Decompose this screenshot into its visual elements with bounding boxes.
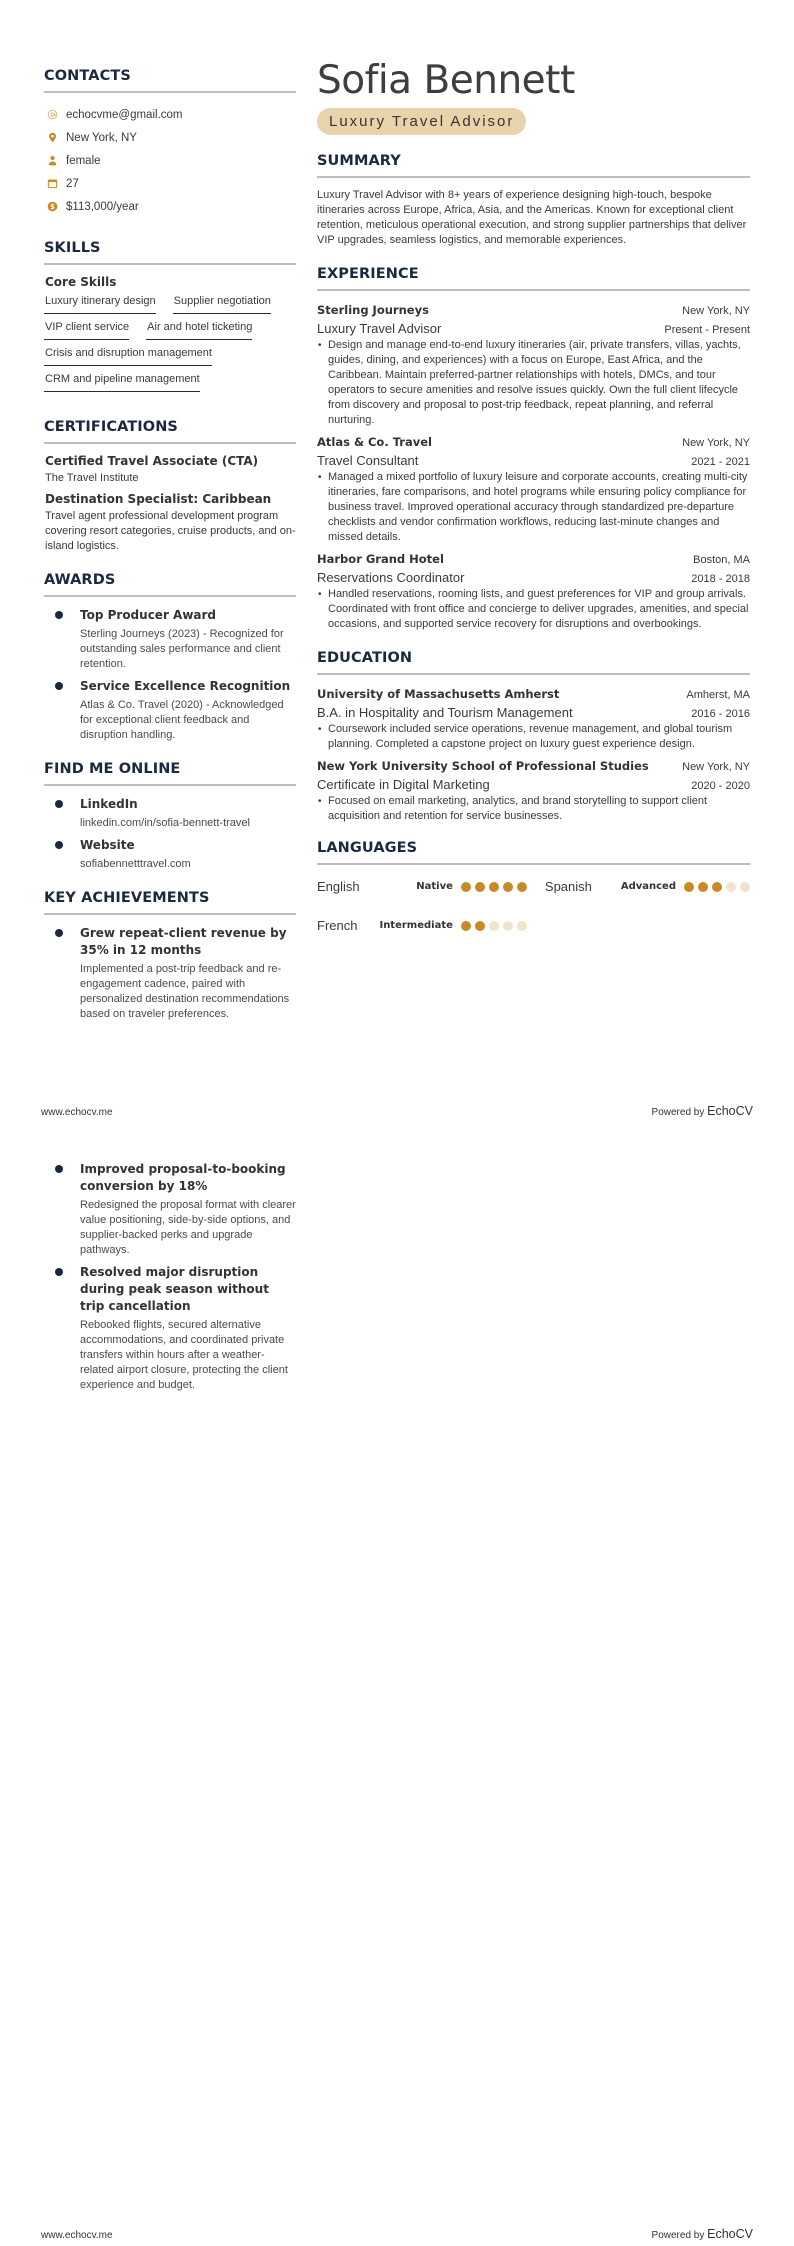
skill-tag: Luxury itinerary design — [44, 293, 156, 314]
achievement-detail: Implemented a post-trip feedback and re-engagement cadence, paired with personalized destination recommendations based on traveler preferences. — [80, 963, 290, 1020]
awards-section — [44, 572, 296, 743]
rating-dot-empty-icon — [517, 921, 527, 931]
skill-tag: Crisis and disruption management — [44, 345, 212, 366]
achievement-detail: Rebooked flights, secured alternative accommodations, and coordinated private transfers within hours after a weather-related airport closure, protecting the client experience and budget. — [80, 1319, 288, 1391]
award-name: Top Producer Award — [80, 608, 217, 622]
school-name: University of Massachusetts Amherst — [317, 687, 560, 701]
education-section — [317, 650, 750, 824]
education-dates: 2016 - 2016 — [691, 708, 750, 720]
resume-page-2 — [0, 1123, 794, 2246]
contact-gender-value: female — [66, 154, 101, 167]
contact-location-value: New York, NY — [66, 131, 137, 144]
certification-detail: The Travel Institute — [45, 472, 139, 484]
certification-detail: Travel agent professional development program covering resort categories, cruise products, and on-island logistics. — [45, 510, 296, 552]
online-item — [44, 837, 296, 872]
company-name: Harbor Grand Hotel — [317, 552, 444, 566]
online-label: Website — [80, 838, 135, 852]
bullet-dot-icon — [55, 1268, 63, 1276]
contact-email — [44, 103, 296, 126]
contacts-section — [44, 68, 296, 218]
section-title-awards: AWARDS — [44, 572, 296, 597]
job-location: New York, NY — [682, 437, 750, 449]
rating-dot-filled-icon — [475, 921, 485, 931]
job-description: • Handled reservations, rooming lists, and guest preferences for VIP and group arrivals. Coordinated with front office and concierge to deliver upgrades, amenities, and special occasions, and supported service recovery for disruptions and overbookings. — [317, 587, 750, 632]
job-role: Reservations Coordinator — [317, 570, 465, 585]
section-title-achievements: KEY ACHIEVEMENTS — [44, 890, 296, 915]
rating-dot-filled-icon — [712, 882, 722, 892]
language-name: English — [317, 879, 360, 894]
achievement-title: Grew repeat-client revenue by 35% in 12 months — [80, 926, 287, 957]
award-detail: Sterling Journeys (2023) - Recognized for outstanding sales performance and client retention. — [80, 628, 284, 670]
section-title-summary: SUMMARY — [317, 153, 750, 178]
linkedin-link[interactable]: linkedin.com/in/sofia-bennett-travel — [80, 817, 250, 829]
job-title-badge: Luxury Travel Advisor — [317, 108, 526, 135]
rating-dot-empty-icon — [503, 921, 513, 931]
rating-dot-filled-icon — [698, 882, 708, 892]
achievement-detail: Redesigned the proposal format with clearer value positioning, side-by-side options, and supplier-backed perks and upgrade pathways. — [80, 1199, 296, 1256]
rating-dot-filled-icon — [475, 882, 485, 892]
skill-group-title: Core Skills — [45, 275, 117, 289]
experience-entry — [317, 301, 750, 428]
bullet-dot-icon — [55, 841, 63, 849]
language-item — [545, 879, 750, 894]
job-description: • Managed a mixed portfolio of luxury leisure and corporate accounts, creating multi-city itineraries, fare comparisons, and hotel programs while ensuring policy compliance for business travel. Improved operational accuracy through standardized pre-departure checklists and vendor confirmation workflows, reducing last-minute changes and missed details. — [317, 470, 750, 545]
rating-dot-empty-icon — [489, 921, 499, 931]
school-location: Amherst, MA — [686, 689, 750, 701]
at-icon — [46, 109, 58, 121]
section-title-online: FIND ME ONLINE — [44, 761, 296, 786]
skill-tag: VIP client service — [44, 319, 129, 340]
certification-name: Certified Travel Associate (CTA) — [45, 454, 259, 468]
footer-site-link[interactable]: www.echocv.me — [41, 2230, 113, 2241]
award-detail: Atlas & Co. Travel (2020) - Acknowledged for exceptional client feedback and disruption handling. — [80, 699, 284, 741]
languages-section — [317, 840, 750, 933]
bullet-dot-icon — [55, 1165, 63, 1173]
rating-dot-filled-icon — [461, 882, 471, 892]
bullet-dot-icon — [55, 929, 63, 937]
contact-salary-value: $113,000/year — [66, 200, 139, 213]
school-name: New York University School of Professional Studies — [317, 759, 649, 773]
job-role: Travel Consultant — [317, 453, 419, 468]
website-link[interactable]: sofiabennetttravel.com — [80, 858, 191, 870]
page-footer — [41, 2227, 753, 2241]
svg-text:$: $ — [49, 202, 55, 211]
section-title-skills: SKILLS — [44, 240, 296, 265]
degree-name: B.A. in Hospitality and Tourism Management — [317, 705, 573, 720]
language-item — [317, 879, 527, 894]
page-footer — [41, 1104, 753, 1118]
section-title-experience: EXPERIENCE — [317, 266, 750, 291]
calendar-icon — [46, 178, 58, 190]
contact-salary — [44, 195, 296, 218]
achievement-item — [44, 925, 296, 1022]
education-description: • Coursework included service operations, revenue management, and global tourism planning. Completed a capstone project on luxury guest experience design. — [317, 722, 750, 752]
rating-dot-empty-icon — [726, 882, 736, 892]
languages-grid — [317, 879, 750, 933]
rating-dot-filled-icon — [684, 882, 694, 892]
contact-email-value[interactable]: echocvme@gmail.com — [66, 108, 183, 121]
rating-dot-empty-icon — [740, 882, 750, 892]
key-achievements-section — [44, 890, 296, 1022]
candidate-name: Sofia Bennett — [317, 58, 575, 103]
job-role: Luxury Travel Advisor — [317, 321, 442, 336]
contact-gender — [44, 149, 296, 172]
footer-site-link[interactable]: www.echocv.me — [41, 1107, 113, 1118]
skill-tag: Air and hotel ticketing — [146, 319, 252, 340]
certification-item — [44, 454, 296, 486]
language-level: Advanced — [620, 881, 676, 892]
resume-header — [317, 58, 750, 135]
summary-text: Luxury Travel Advisor with 8+ years of experience designing high-touch, bespoke itineraries across Europe, Africa, Asia, and the Americas. Known for exceptional client retention, meticulous operational execution, and strong supplier partnerships that deliver VIP upgrades, seamless logistics, and memorable experiences. — [317, 189, 747, 246]
language-rating — [461, 882, 527, 892]
person-icon — [46, 155, 58, 167]
online-label: LinkedIn — [80, 797, 138, 811]
section-title-contacts: CONTACTS — [44, 68, 296, 93]
left-column — [44, 68, 296, 1028]
skills-section — [44, 240, 296, 397]
section-title-education: EDUCATION — [317, 650, 750, 675]
achievement-item — [44, 1264, 296, 1393]
certifications-section — [44, 419, 296, 554]
contact-age-value: 27 — [66, 177, 79, 190]
language-name: Spanish — [544, 879, 592, 894]
bullet-dot-icon — [55, 800, 63, 808]
bullet-dot-icon — [55, 611, 63, 619]
skill-tag: Supplier negotiation — [173, 293, 271, 314]
school-location: New York, NY — [682, 761, 750, 773]
education-description: • Focused on email marketing, analytics, and brand storytelling to support client acquisition and retention for service businesses. — [317, 794, 750, 824]
language-level: Native — [416, 881, 453, 892]
job-location: New York, NY — [682, 305, 750, 317]
job-dates: Present - Present — [664, 324, 750, 336]
skill-tags — [44, 293, 296, 397]
online-item — [44, 796, 296, 831]
education-dates: 2020 - 2020 — [691, 780, 750, 792]
language-rating — [684, 882, 750, 892]
job-dates: 2021 - 2021 — [691, 456, 750, 468]
experience-entry — [317, 433, 750, 545]
powered-by-label: Powered by — [651, 2230, 705, 2241]
language-rating — [461, 921, 527, 931]
rating-dot-filled-icon — [489, 882, 499, 892]
certification-name: Destination Specialist: Caribbean — [45, 492, 272, 506]
bullet-dot-icon — [55, 682, 63, 690]
experience-section — [317, 266, 750, 632]
achievement-item — [44, 1161, 296, 1258]
award-name: Service Excellence Recognition — [80, 679, 291, 693]
job-description: • Design and manage end-to-end luxury itineraries (air, private transfers, villas, yachts, guides, dining, and experiences) with a focus on Europe, East Africa, and the Caribbean. Maintain preferred-partner relationships with hotels, DMCs, and tour operators to secure amenities and resolve issues quickly. Own the full client lifecycle from discovery and proposal to post-trip feedback, repeat planning, and referral nurturing. — [317, 338, 750, 428]
rating-dot-filled-icon — [461, 921, 471, 931]
education-entry — [317, 757, 750, 824]
job-location: Boston, MA — [693, 554, 750, 566]
award-item — [44, 607, 296, 672]
certification-item — [44, 492, 296, 554]
section-title-languages: LANGUAGES — [317, 840, 750, 865]
company-name: Sterling Journeys — [317, 303, 429, 317]
contact-age — [44, 172, 296, 195]
rating-dot-filled-icon — [503, 882, 513, 892]
section-title-certifications: CERTIFICATIONS — [44, 419, 296, 444]
footer-brand[interactable]: EchoCV — [707, 2227, 753, 2241]
education-entry — [317, 685, 750, 752]
footer-powered-by — [652, 1104, 753, 1118]
right-column — [317, 58, 750, 933]
award-item — [44, 678, 296, 743]
experience-entry — [317, 550, 750, 632]
dollar-coin-icon — [46, 201, 58, 213]
language-name: French — [317, 918, 358, 933]
job-dates: 2018 - 2018 — [691, 573, 750, 585]
find-me-online-section — [44, 761, 296, 872]
language-level: Intermediate — [379, 920, 453, 931]
left-column-continued — [44, 1161, 296, 1399]
summary-section — [317, 153, 750, 248]
achievement-title: Improved proposal-to-booking conversion by 18% — [80, 1162, 286, 1193]
contact-location — [44, 126, 296, 149]
language-item — [317, 918, 527, 933]
footer-powered-by — [652, 2227, 753, 2241]
skill-tag: CRM and pipeline management — [44, 371, 200, 392]
degree-name: Certificate in Digital Marketing — [317, 777, 490, 792]
footer-brand[interactable]: EchoCV — [707, 1104, 753, 1118]
rating-dot-filled-icon — [517, 882, 527, 892]
company-name: Atlas & Co. Travel — [317, 435, 432, 449]
powered-by-label: Powered by — [651, 1107, 705, 1118]
location-pin-icon — [46, 132, 58, 144]
achievement-title: Resolved major disruption during peak season without trip cancellation — [80, 1265, 269, 1313]
